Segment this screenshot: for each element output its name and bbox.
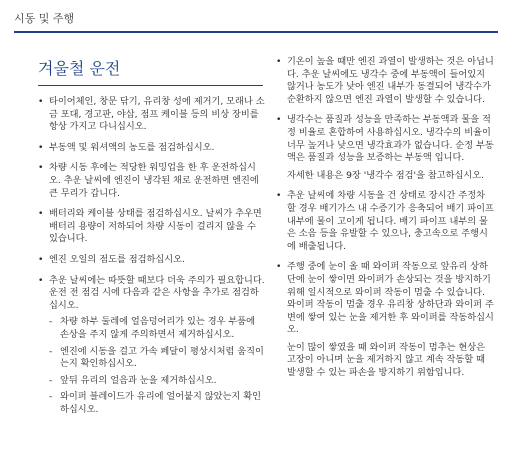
list-item — [276, 261, 496, 379]
list-item — [38, 162, 266, 200]
list-item — [38, 275, 266, 417]
sub-list-item — [49, 391, 266, 416]
list-item-text: 추운 날씨에는 따뜻할 때보다 더욱 주의가 필요합니다. 운전 전 점검 시에 다음과 같은 사항을 추가로 점검하십시오. — [49, 274, 265, 311]
dash-icon: - — [49, 316, 53, 328]
bullet-icon: • — [38, 141, 44, 153]
list-item-text: 기온이 높을 때만 엔진 과열이 발생하는 것은 아닙니다. 추운 날씨에도 냉각수 중에 부동액이 들어있지 않거나 농도가 낮아 엔진 내부가 동결되어 냉각수가 순환하지 않으면 엔진 과열이 발생할 수 있습니다. — [287, 56, 494, 105]
title-rule — [38, 85, 263, 86]
list-item — [38, 208, 266, 246]
list-item — [276, 114, 496, 182]
sub-list — [49, 316, 266, 416]
section-header-title: 시동 및 주행 — [14, 12, 75, 25]
dash-icon: - — [49, 345, 53, 357]
right-bullet-list — [276, 56, 496, 380]
left-bullet-list — [38, 96, 266, 416]
list-item — [38, 96, 266, 134]
list-item-text: 배터리와 케이블 상태를 점검하십시오. 날씨가 추우면 배터리 용량이 저하되어 차량 시동이 걸리지 않을 수 있습니다. — [49, 208, 262, 245]
bullet-icon: • — [276, 114, 282, 126]
list-item-text: 차량 시동 후에는 적당한 워밍업을 한 후 운전하십시오. 추운 날씨에 엔진이 냉각된 채로 운전하면 엔진에 큰 무리가 갑니다. — [49, 162, 259, 199]
bullet-icon: • — [276, 56, 282, 67]
list-item-text: 타이어체인, 창문 닦기, 유리창 성에 제거기, 모래나 소금 포대, 경고판, 야삽, 점프 케이블 등의 비상 장비를 항상 가지고 다니십시오. — [49, 96, 265, 133]
header-rule — [14, 31, 498, 33]
bullet-icon: • — [38, 274, 44, 286]
sub-list-item — [49, 346, 266, 371]
sub-list-item-text: 엔진에 시동을 걸고 가속 페달이 평상시처럼 움직이는지 확인하십시오. — [60, 345, 264, 370]
sub-list-item-text: 앞뒤 유리의 얼음과 눈을 제거하십시오. — [60, 374, 217, 386]
list-item-text: 부동액 및 워셔액의 농도를 점검하십시오. — [49, 141, 215, 153]
sub-list-item-text: 와이퍼 블레이드가 유리에 얼어붙지 않았는지 확인하십시오. — [60, 391, 261, 415]
sub-list-item-text: 차량 하부 둘레에 얼음덩어리가 있는 경우 부품에 손상을 주지 않게 주의하면서 제거하십시오. — [60, 316, 256, 340]
bullet-icon: • — [276, 261, 282, 273]
bullet-icon: • — [38, 253, 44, 265]
bullet-icon: • — [38, 208, 44, 220]
bullet-icon: • — [38, 96, 44, 107]
note-text: 자세한 내용은 9장 '냉각수 점검'을 참고하십시오. — [287, 169, 485, 181]
sub-list-item — [49, 316, 266, 341]
list-item-text: 주행 중에 눈이 올 때 와이퍼 작동으로 앞유리 상하단에 눈이 쌓이면 와이퍼가 손상되는 것을 방지하기 위해 일시적으로 와이퍼 작동이 멈출 수 있습니다. 와이퍼 작동이 멈출 경우 유리창 상하단과 와이퍼 주변에 쌓여 있는 눈을 제거한 후 와이퍼를 작동하십시오. — [287, 261, 494, 336]
list-item-text: 엔진 오일의 점도를 점검하십시오. — [49, 253, 185, 265]
note-text: 눈이 많이 쌓였을 때 와이퍼 작동이 멈추는 현상은 고장이 아니며 눈을 제거하지 않고 계속 작동할 때 발생할 수 있는 파손을 방지하기 위함입니다. — [287, 341, 485, 379]
right-column — [276, 56, 496, 388]
sub-list-item — [49, 375, 266, 388]
list-item-text: 냉각수는 품질과 성능을 만족하는 부동액과 물을 적정 비율로 혼합하여 사용하십시오. 냉각수의 비율이 너무 높거나 낮으면 냉각효과가 없습니다. 순정 부동액은 품질과 성능을 보증하는 부동액 입니다. — [287, 114, 494, 164]
list-item — [276, 190, 496, 253]
list-item — [38, 254, 266, 267]
bullet-icon: • — [38, 162, 44, 174]
list-item — [38, 142, 266, 155]
bullet-icon: • — [276, 190, 282, 202]
list-item-text: 추운 날씨에 차량 시동을 건 상태로 장시간 주정차 할 경우 배기가스 내 수증기가 응축되어 배기 파이프 내부에 물이 고이게 됩니다. 배기 파이프 내부의 물은 소음 등을 유발할 수 있으나, 충고속으로 주행시에 배출됩니다. — [287, 190, 494, 252]
dash-icon: - — [49, 374, 53, 386]
dash-icon: - — [49, 391, 53, 403]
page-title: 겨울철 운전 — [38, 59, 121, 78]
list-item — [276, 56, 496, 106]
page-header — [0, 0, 512, 34]
left-column — [38, 56, 266, 424]
